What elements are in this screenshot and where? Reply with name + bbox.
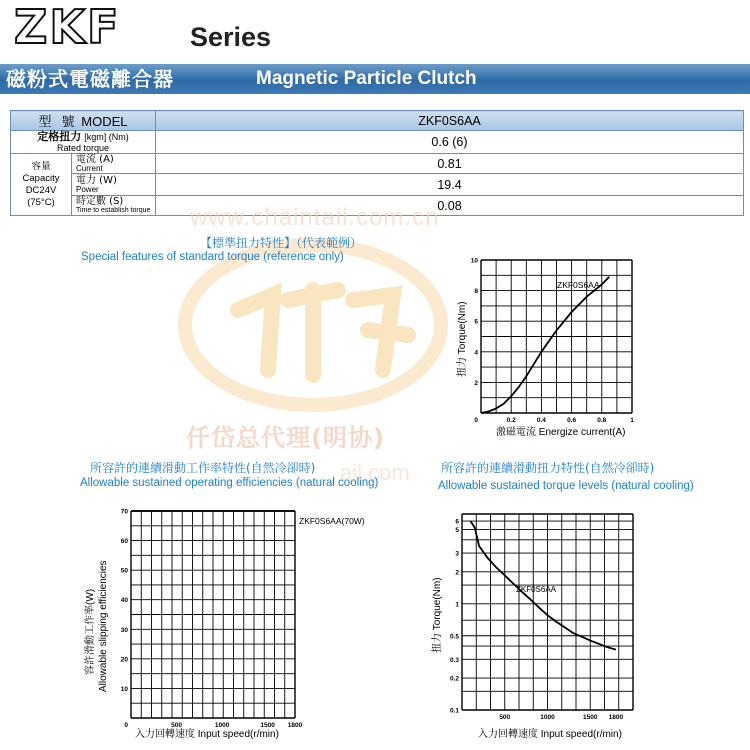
torque-caption-zh: 【標準扭力特性】（代表範例） [200,236,363,250]
time-zh: 時定數 (S) [76,195,124,207]
x-tick-label: 500 [499,714,511,721]
x-axis-label: 激磁電流 Energize current(A) [496,427,626,438]
series-label: Series [190,22,272,52]
x-tick-label: 1500 [583,714,598,721]
y-tick-label: 4 [474,349,478,357]
y-tick-label: 10 [470,257,478,265]
capacity-voltage: DC24V [25,184,57,196]
y-tick-label: 50 [120,567,128,575]
model-label-zh: 型 號 [38,115,78,130]
y-tick-label: 20 [120,656,128,664]
y-axis-label: Allowable slipping efficiencies [98,560,109,692]
x-tick-label: 1000 [540,714,555,721]
series-label: ZKF0S6AA(70W) [299,516,365,526]
capacity-temp: (75°C) [27,196,55,208]
current-value: 0.81 [156,154,744,174]
model-value: ZKF0S6AA [156,111,744,131]
y-tick-label: 5 [455,527,459,535]
torque-current-chart [450,255,650,445]
y-tick-label: 0.5 [449,633,459,641]
torque-caption-en: Special features of standard torque (reference only) [81,251,344,263]
y-tick-label: 1 [455,601,459,609]
time-value: 0.08 [156,196,744,216]
y-tick-label: 2 [455,569,459,577]
power-row [11,174,744,196]
brand-logo: ZKF [14,0,121,54]
x-tick-label: 500 [171,722,182,729]
rated-torque-value: 0.6 (6) [156,131,744,154]
time-en: Time to establish torque [76,206,151,214]
capacity-en: Capacity [22,172,60,184]
current-en: Current [76,163,103,173]
x-tick-label: 1 [630,417,634,424]
origin-label: 0 [124,722,128,729]
y-tick-label: 6 [455,518,459,526]
y-tick-label: 0.2 [449,675,459,683]
torque-levels-chart [428,500,650,745]
origin-label: 0 [474,417,478,424]
y-tick-label: 60 [120,538,128,546]
y-tick-label: 3 [455,550,459,558]
y-tick-label: 10 [120,685,128,693]
y-tick-label: 8 [474,288,478,296]
current-row [11,154,744,174]
levels-caption-en: Allowable sustained torque levels (natural cooling) [438,480,694,492]
x-axis-label: 入力回轉速度 Input speed(r/min) [135,729,279,740]
time-label [72,196,156,216]
efficiency-caption-zh: 所容許的連續滑動工作率特性(自然冷卻時) [90,461,316,475]
watermark-logo [178,240,448,410]
x-tick-label: 0.2 [506,417,516,424]
current-zh: 電流 (A) [76,153,114,165]
watermark-distributor: 仟岱总代理(明协) [186,424,385,452]
y-tick-label: 0.3 [449,656,459,664]
y-axis-label: 容許滑動工作率(W) [85,588,96,675]
y-axis-label: 扭力 Torque(Nm) [457,301,468,377]
watermark-url-partial: ail.com [340,460,410,485]
y-tick-label: 6 [474,318,478,326]
x-tick-label: 1500 [260,722,275,729]
x-tick-label: 1800 [608,714,624,721]
rated-torque-zh: 定格扭力 [37,130,82,143]
power-zh: 電力 (W) [76,174,117,186]
x-tick-label: 1800 [287,722,303,729]
levels-caption-zh: 所容許的連續滑動扭力特性(自然冷卻時) [441,461,655,475]
y-tick-label: 0.1 [449,707,459,715]
efficiency-chart [85,500,395,745]
series-line [481,277,609,413]
x-tick-label: 1000 [214,722,230,729]
rated-torque-unit: [kgm] (Nm) [84,132,129,142]
series-label: ZKF0S6AA [557,280,600,290]
current-label [72,154,156,174]
y-axis-label: 扭力 Torque(Nm) [432,577,443,653]
y-tick-label: 30 [120,626,128,634]
rated-torque-en: Rated torque [56,143,110,153]
title-zh: 磁粉式電磁離合器 [6,67,174,91]
y-tick-label: 40 [120,597,128,605]
power-label [72,174,156,196]
y-tick-label: 70 [120,508,128,516]
watermark-url: www.chaintail.com.cn [190,204,440,231]
capacity-zh: 容量 [31,160,51,172]
model-label-en: MODEL [81,114,128,129]
model-row [11,111,744,131]
y-tick-label: 2 [474,379,478,387]
model-label-cell [11,111,156,131]
rated-torque-row [11,131,744,154]
x-tick-label: 0.4 [536,417,546,424]
rated-torque-label [11,131,156,154]
capacity-label [11,154,72,216]
power-en: Power [76,184,99,194]
series-label: ZKF0S6AA [516,585,557,594]
x-axis-label: 入力回轉速度 Input speed(r/min) [478,729,622,740]
power-value: 19.4 [156,174,744,196]
efficiency-caption-en: Allowable sustained operating efficiencies (natural cooling) [80,477,379,489]
x-tick-label: 0.6 [567,417,577,424]
x-tick-label: 0.8 [597,417,607,424]
spec-table [10,110,744,216]
title-en: Magnetic Particle Clutch [256,68,477,89]
